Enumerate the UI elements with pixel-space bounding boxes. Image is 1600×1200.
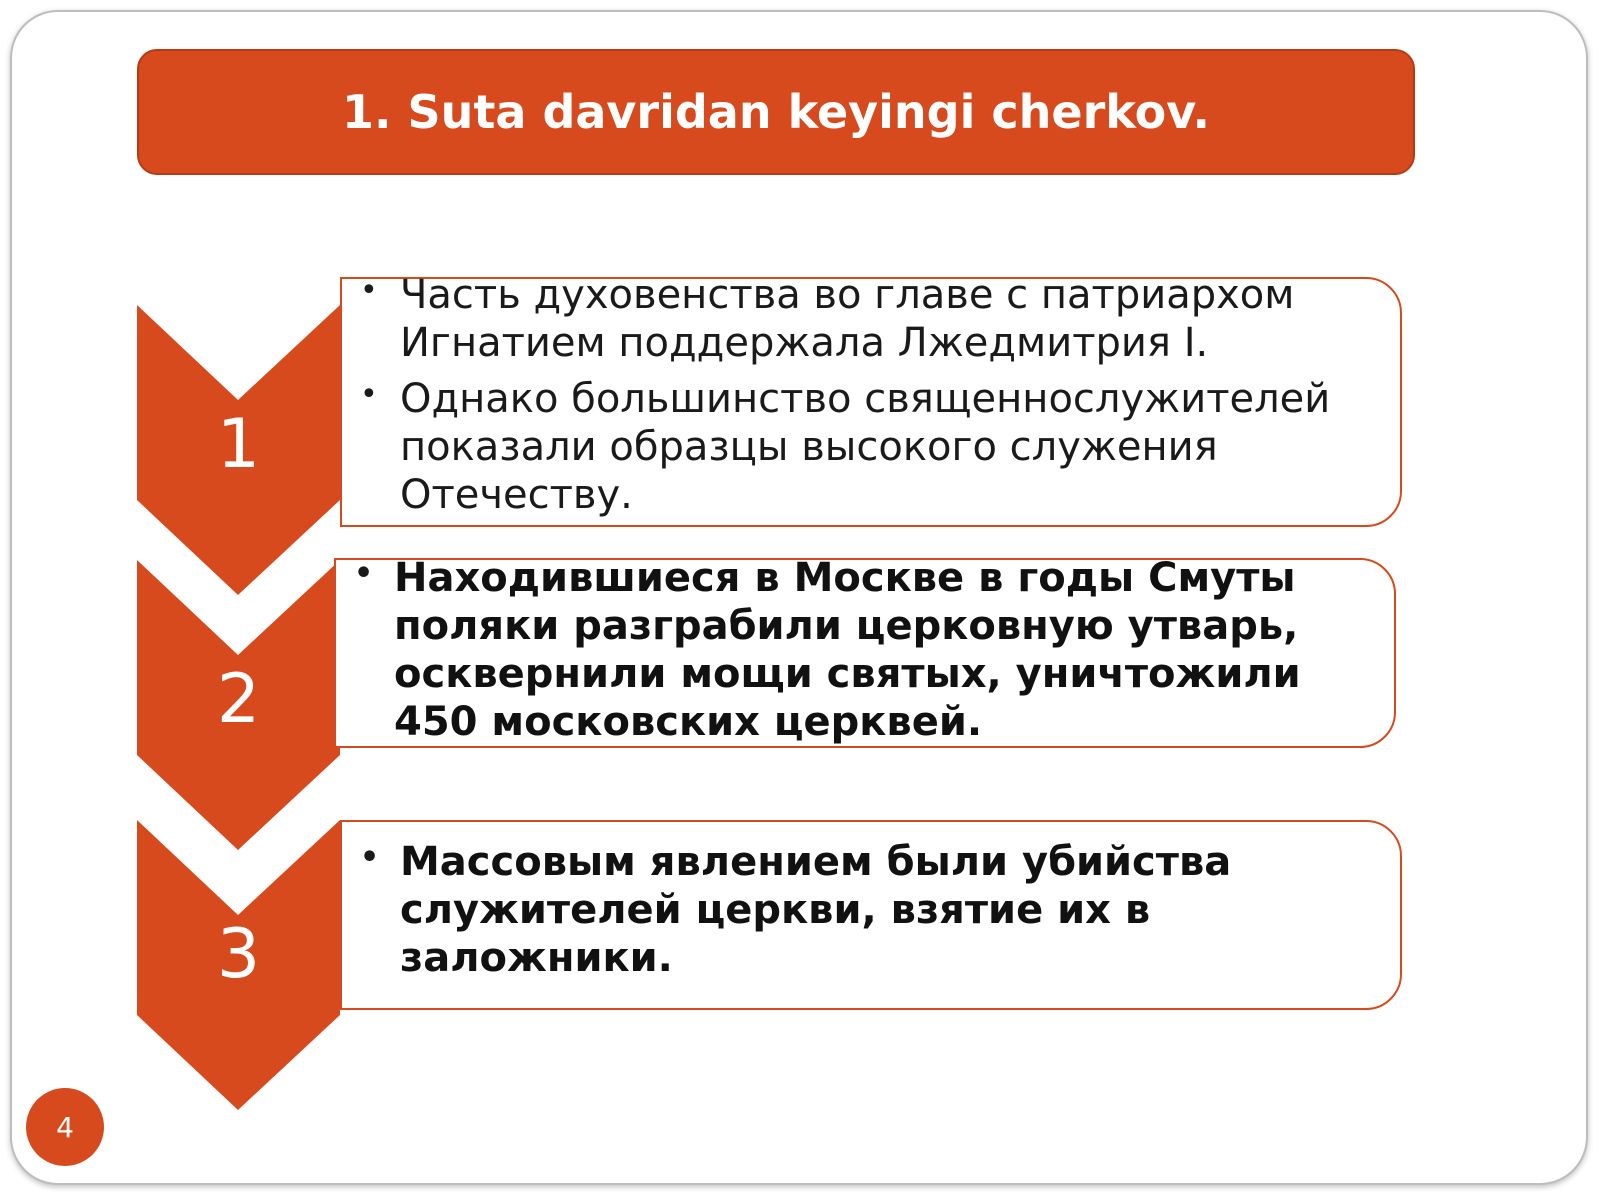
step-number-2: 2 (216, 660, 261, 739)
step-3-textbox (340, 820, 1402, 1010)
step-3-bullet-1: • Массовым явлением были убийства служителей церкви, взятие их в заложники. (342, 838, 1280, 982)
step-3-bullets (342, 838, 1280, 982)
step-1-bullets (342, 271, 1400, 519)
slide-title: 1. Suta davridan keyingi cherkov. (137, 49, 1415, 175)
step-number-3: 3 (216, 915, 261, 994)
step-1-textbox (340, 272, 1402, 527)
page-number-badge: 4 (26, 1088, 104, 1166)
step-2-bullet-1: • Находившиеся в Москве в годы Смуты поляки разграбили церковную утварь, осквернили мощи святых, уничтожили 450 московских церквей. (336, 554, 1354, 746)
step-2-bullets (336, 554, 1354, 746)
step-1-bullet-1: • Часть духовенства во главе с патриархом Игнатием поддержала Лжедмитрия I. (342, 271, 1400, 367)
step-2-textbox (334, 555, 1396, 748)
step-1-bullet-2: • Однако большинство священнослужителей показали образцы высокого служения Отечеству. (342, 375, 1400, 519)
step-number-1: 1 (216, 405, 261, 484)
